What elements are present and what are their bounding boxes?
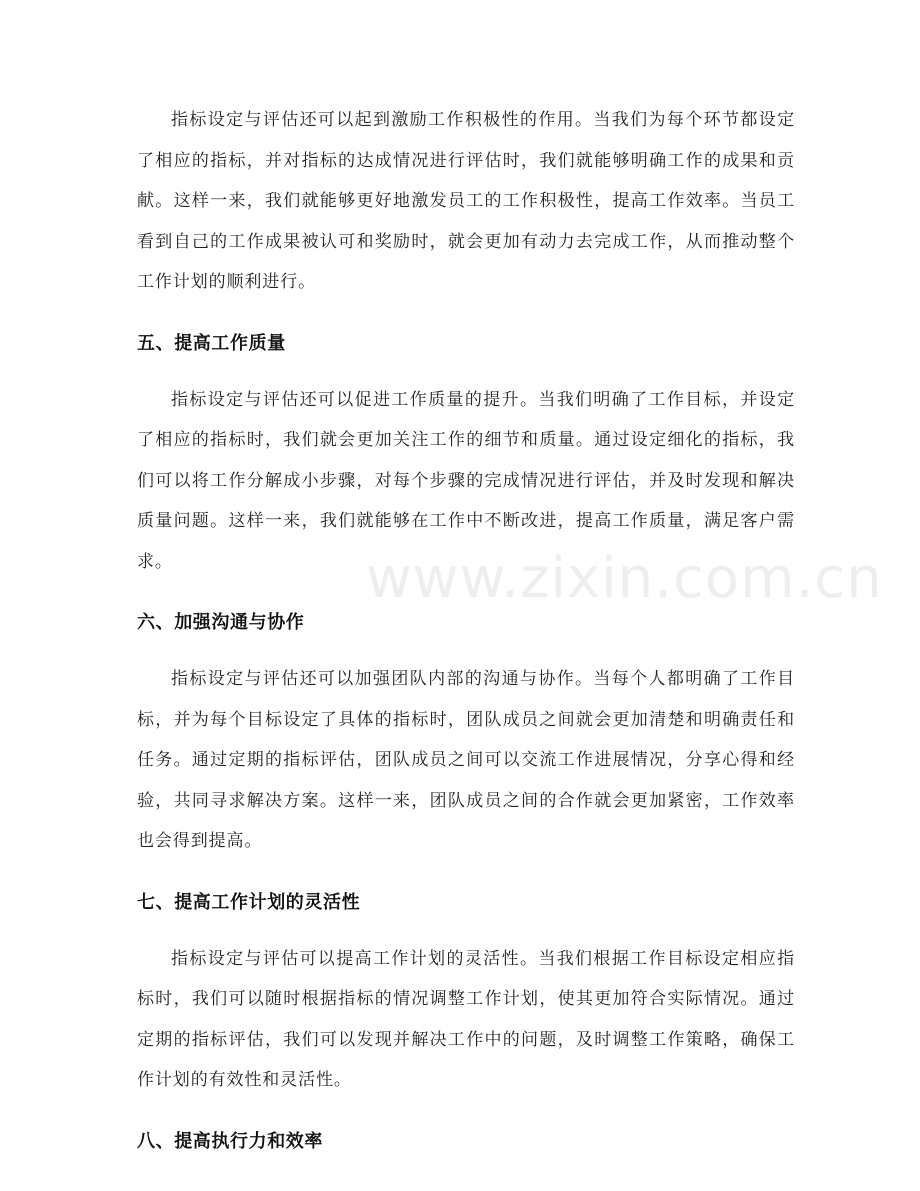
- document-body: [137, 100, 795, 1157]
- section-heading-5: 五、提高工作质量: [137, 332, 286, 354]
- intro-paragraph: 指标设定与评估还可以起到激励工作积极性的作用。当我们为每个环节都设定了相应的指标，并对指标的达成情况进行评估时，我们就能够明确工作的成果和贡献。这样一来，我们就能够更好地激发员工的工作积极性，提高工作效率。当员工看到自己的工作成果被认可和奖励时，就会更加有动力去完成工作，从而推动整个工作计划的顺利进行。: [137, 110, 795, 292]
- section-paragraph-5: 指标设定与评估还可以促进工作质量的提升。当我们明确了工作目标，并设定了相应的指标时，我们就会更加关注工作的细节和质量。通过设定细化的指标，我们可以将工作分解成小步骤，对每个步骤的完成情况进行评估，并及时发现和解决质量问题。这样一来，我们就能够在工作中不断改进，提高工作质量，满足客户需求。: [137, 389, 795, 572]
- section-heading-6: 六、加强沟通与协作: [137, 612, 305, 633]
- section-paragraph-6: 指标设定与评估还可以加强团队内部的沟通与协作。当每个人都明确了工作目标，并为每个目标设定了具体的指标时，团队成员之间就会更加清楚和明确责任和任务。通过定期的指标评估，团队成员之间可以交流工作进展情况，分享心得和经验，共同寻求解决方案。这样一来，团队成员之间的合作就会更加紧密，工作效率也会得到提高。: [137, 669, 795, 851]
- section-heading-8: 八、提高执行力和效率: [137, 1130, 323, 1152]
- section-heading-7: 七、提高工作计划的灵活性: [137, 891, 361, 913]
- section-paragraph-7: 指标设定与评估可以提高工作计划的灵活性。当我们根据工作目标设定相应指标时，我们可以随时根据指标的情况调整工作计划，使其更加符合实际情况。通过定期的指标评估，我们可以发现并解决工作中的问题，及时调整工作策略，确保工作计划的有效性和灵活性。: [137, 948, 795, 1090]
- watermark: www.zixin.com.cn: [366, 546, 883, 611]
